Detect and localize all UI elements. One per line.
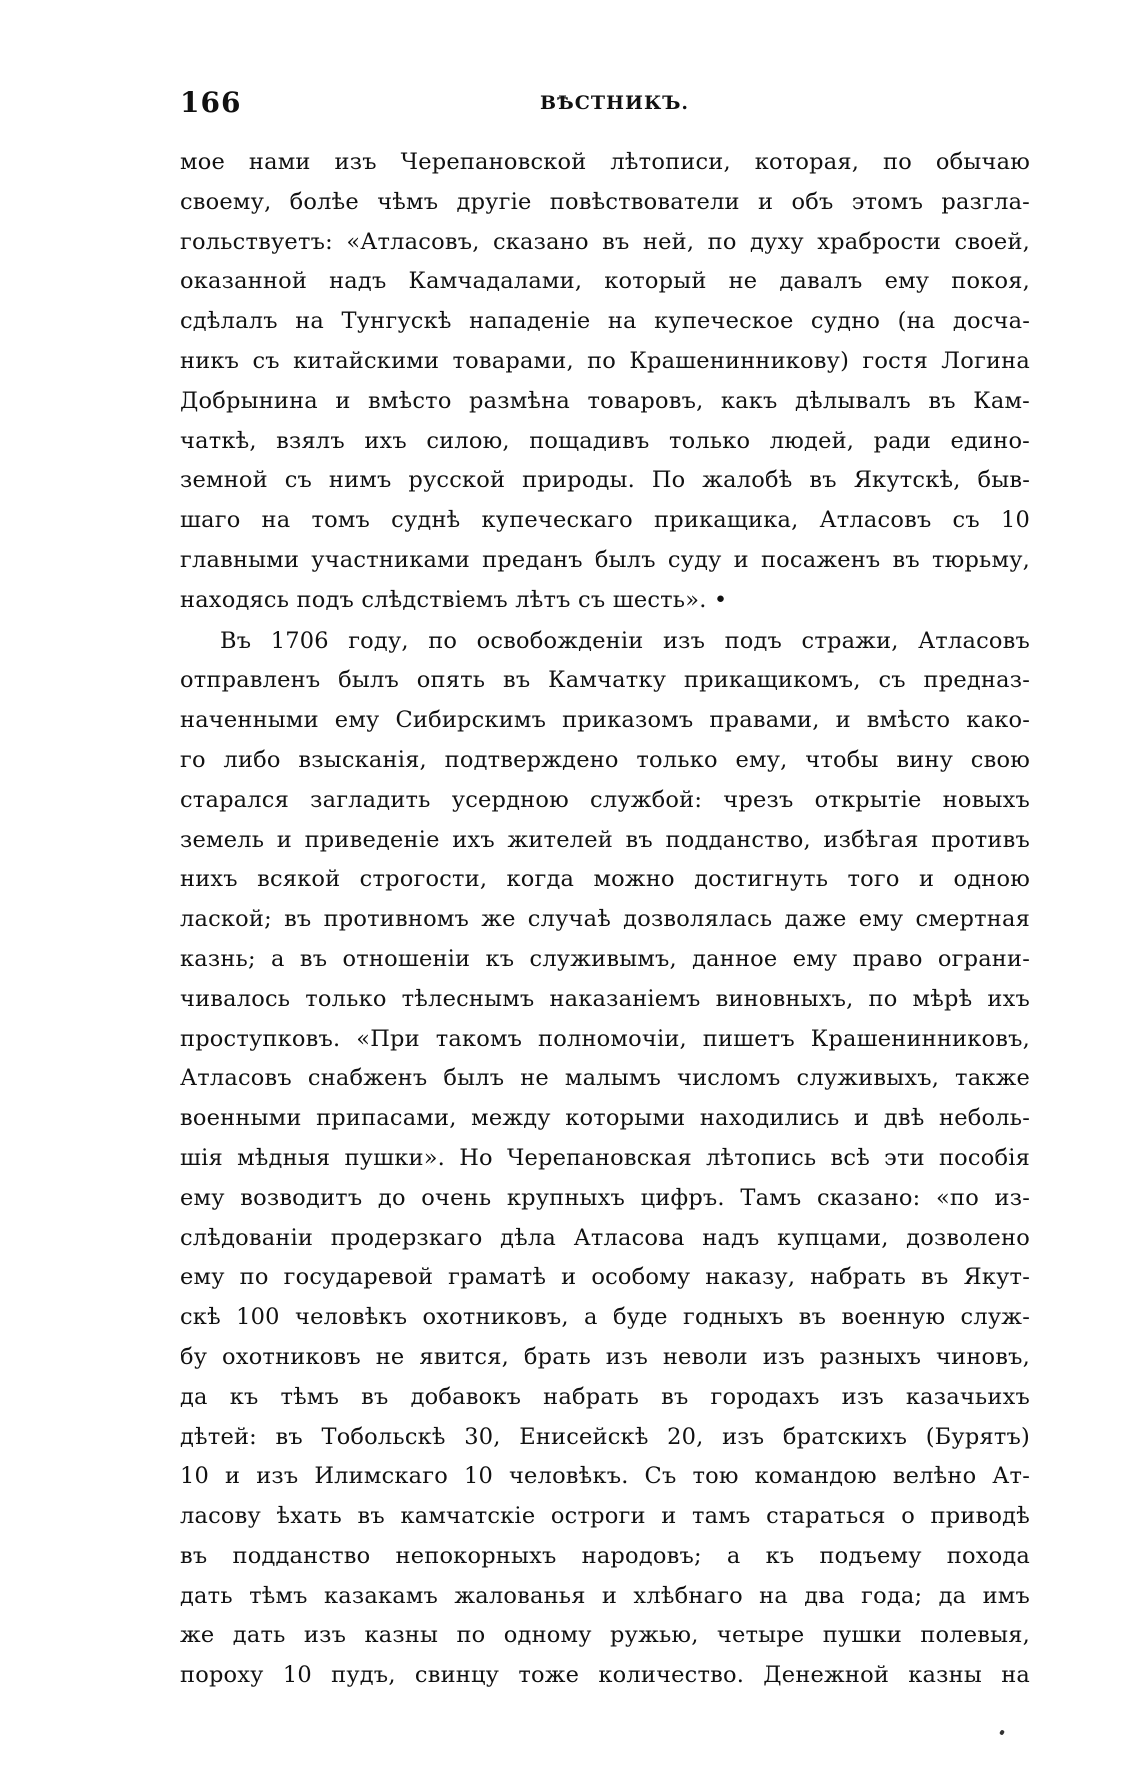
page-number: 166 <box>180 86 242 119</box>
text-line: земель и приведеніе ихъ жителей въ подданство, избѣгая противъ <box>180 826 1030 853</box>
text-line: же дать изъ казны по одному ружью, четыре пушки полевыя, <box>180 1622 1030 1649</box>
text-line: ему возводитъ до очень крупныхъ цифръ. Тамъ сказано: «по из- <box>180 1184 1030 1211</box>
text-line: пороху 10 пудъ, свинцу тоже количество. Денежной казны на <box>180 1662 1030 1689</box>
text-line: проступковъ. «При такомъ полномочіи, пишетъ Крашенинниковъ, <box>180 1025 1030 1052</box>
text-line: Добрынина и вмѣсто размѣна товаровъ, какъ дѣлывалъ въ Кам- <box>180 387 1030 414</box>
text-line: скѣ 100 человѣкъ охотниковъ, а буде годныхъ въ военную служ- <box>180 1304 1030 1331</box>
text-line: чивалось только тѣлеснымъ наказаніемъ виновныхъ, по мѣрѣ ихъ <box>180 985 1030 1012</box>
text-line: военными припасами, между которыми находились и двѣ неболь- <box>180 1105 1030 1132</box>
text-line: мое нами изъ Черепановской лѣтописи, которая, по обычаю <box>180 149 1030 175</box>
text-line: старался загладить усердною службой: чрезъ открытіе новыхъ <box>180 786 1030 813</box>
text-line: ему по государевой граматѣ и особому наказу, набрать въ Якут- <box>180 1264 1030 1291</box>
journal-title: ВѢСТНИКЪ. <box>540 92 690 114</box>
text-line: слѣдованіи продерзкаго дѣла Атласова надъ купцами, дозволено <box>180 1224 1030 1251</box>
text-line: земной съ нимъ русской природы. По жалобѣ въ Якутскѣ, быв- <box>180 467 1030 494</box>
running-head <box>180 86 1030 126</box>
text-line: шія мѣдныя пушки». Но Черепановская лѣтопись всѣ эти пособія <box>180 1144 1030 1171</box>
text-line: ласову ѣхать въ камчатскіе остроги и тамъ стараться о приводѣ <box>180 1503 1030 1530</box>
text-line: лаской; въ противномъ же случаѣ дозволялась даже ему смертная <box>180 906 1030 933</box>
text-line: наченными ему Сибирскимъ приказомъ правами, и вмѣсто како- <box>180 707 1030 734</box>
text-line: 10 и изъ Илимскаго 10 человѣкъ. Съ тою командою велѣно Ат- <box>180 1463 1030 1490</box>
text-line: главными участниками преданъ былъ суду и посаженъ въ тюрьму, <box>180 546 1030 573</box>
text-line: чаткѣ, взялъ ихъ силою, пощадивъ только людей, ради едино- <box>180 427 1030 454</box>
text-line: казнь; а въ отношеніи къ служивымъ, данное ему право ограни- <box>180 945 1030 972</box>
text-line: никъ съ китайскими товарами, по Крашенинникову) гостя Логина <box>180 347 1030 374</box>
text-line: дѣтей: въ Тобольскѣ 30, Енисейскѣ 20, изъ братскихъ (Бурятъ) <box>180 1423 1030 1450</box>
text-line: въ подданство непокорныхъ народовъ; а къ подъему похода <box>180 1542 1030 1569</box>
text-line: сдѣлалъ на Тунгускѣ нападеніе на купеческое судно (на досча- <box>180 308 1030 335</box>
text-line: своему, болѣе чѣмъ другіе повѣствователи и объ этомъ разгла- <box>180 188 1030 215</box>
text-line: гольствуетъ: «Атласовъ, сказано въ ней, по духу храбрости своей, <box>180 228 1030 255</box>
text-line: бу охотниковъ не явится, брать изъ неволи изъ разныхъ чиновъ, <box>180 1343 1030 1370</box>
text-line: го либо взысканія, подтверждено только ему, чтобы вину свою <box>180 746 1030 773</box>
paragraph-end-line: находясь подъ слѣдствіемъ лѣтъ съ шесть». • <box>180 586 728 613</box>
text-line: отправленъ былъ опять въ Камчатку прикащикомъ, съ предназ- <box>180 667 1030 694</box>
text-line: дать тѣмъ казакамъ жалованья и хлѣбнаго на два года; да имъ <box>180 1582 1030 1609</box>
text-line: нихъ всякой строгости, когда можно достигнуть того и одною <box>180 866 1030 893</box>
text-line: шаго на томъ суднѣ купеческаго прикащика, Атласовъ съ 10 <box>180 507 1030 534</box>
text-line: да къ тѣмъ въ добавокъ набрать въ городахъ изъ казачьихъ <box>180 1383 1030 1410</box>
ink-speck <box>999 1729 1005 1735</box>
body-text <box>180 143 1030 1696</box>
text-line: Атласовъ снабженъ былъ не малымъ числомъ служивыхъ, также <box>180 1065 1030 1092</box>
text-line: оказанной надъ Камчадалами, который не давалъ ему покоя, <box>180 268 1030 295</box>
paragraph-start-line: Въ 1706 году, по освобожденіи изъ подъ стражи, Атласовъ <box>220 627 1030 654</box>
